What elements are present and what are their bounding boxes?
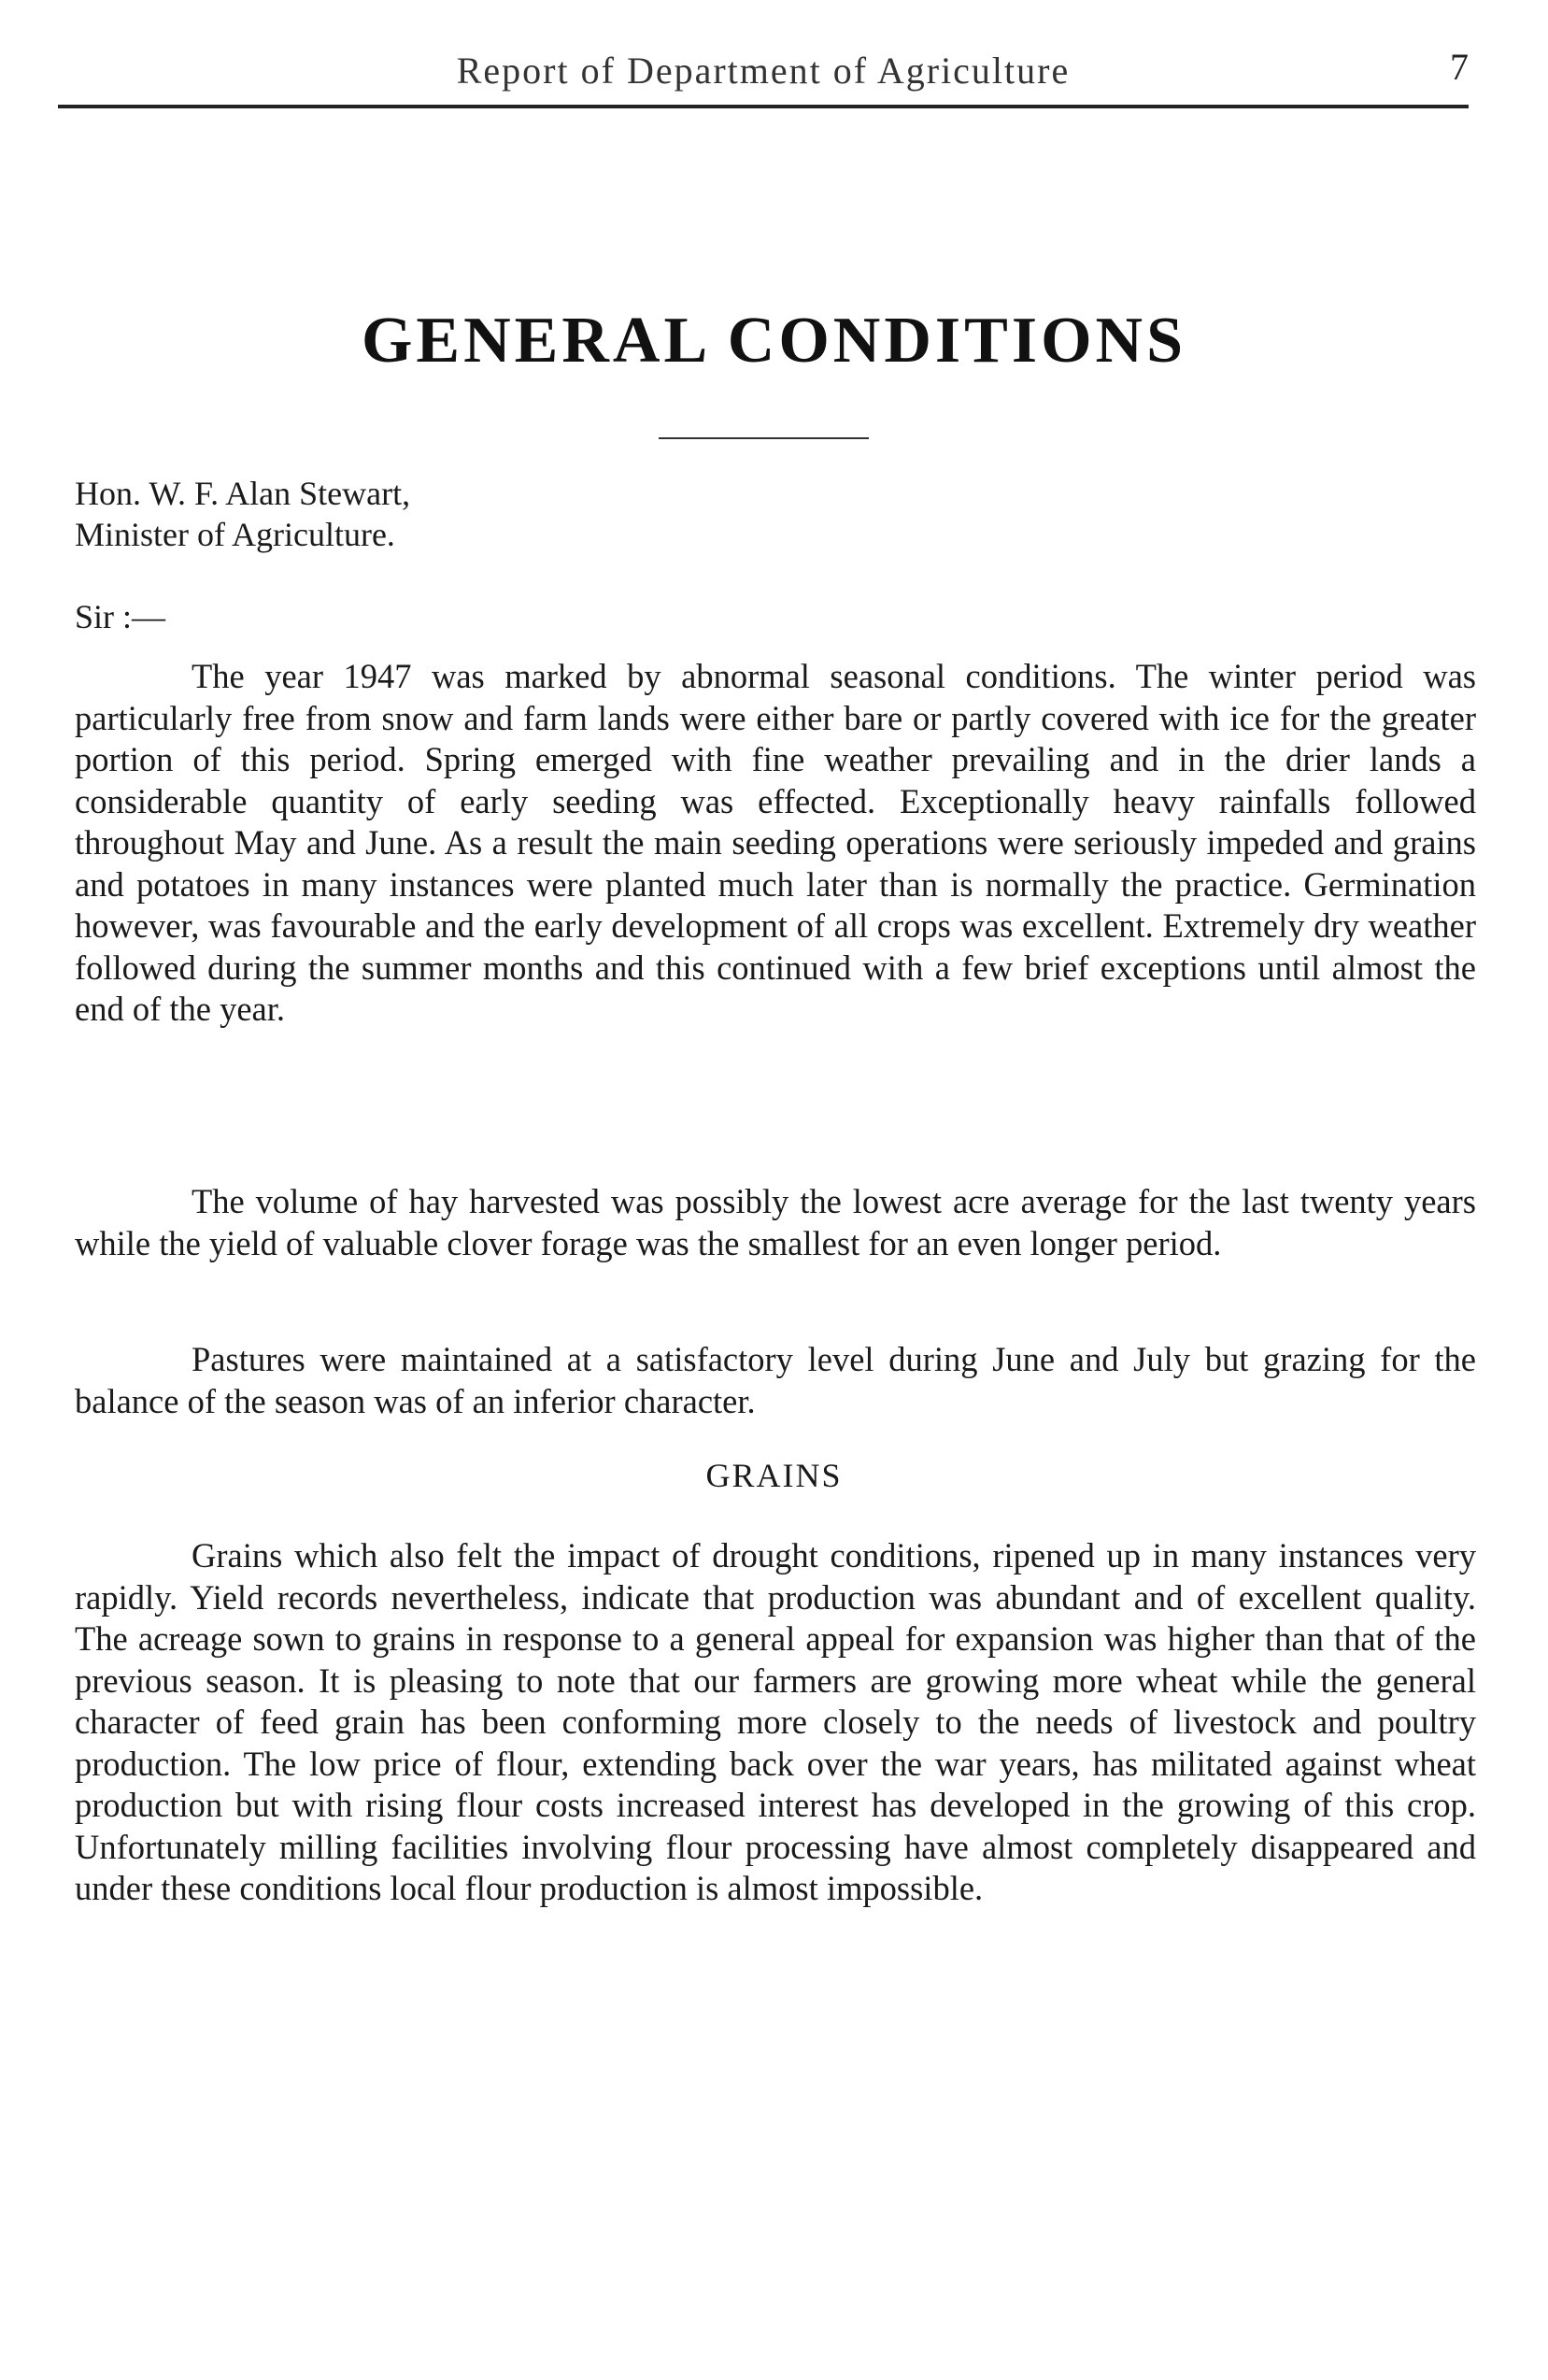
addressee-title: Minister of Agriculture.: [75, 516, 395, 553]
paragraph-grains: Grains which also felt the impact of drought conditions, ripened up in many instances very rapidly. Yield records nevertheless, indicate that production was abundant and of excellent quality. The acreage sown to grains in response to a general appeal for expansion was higher than that of the previous season. It is pleasing to note that our farmers are growing more wheat while the general character of feed grain has been conforming more closely to the needs of livestock and poultry production. The low price of flour, extending back over the war years, has militated against wheat production but with rising flour costs increased interest has developed in the growing of this crop. Unfortunately milling facilities involving flour processing have almost completely disappeared and under these conditions local flour production is almost impossible.: [75, 1536, 1476, 1907]
running-header: [58, 45, 1469, 101]
header-rule: [58, 105, 1469, 108]
paragraph-hay: The volume of hay harvested was possibly the lowest acre average for the last twenty years while the yield of valuable clover forage was the smallest for an even longer period.: [75, 1182, 1476, 1262]
paragraph-pastures: Pastures were maintained at a satisfactory level during June and July but grazing for the balance of the season was of an inferior character.: [75, 1340, 1476, 1420]
paragraph-seasonal-conditions: The year 1947 was marked by abnormal seasonal conditions. The winter period was particularly free from snow and farm lands were either bare or partly covered with ice for the greater portion of this period. Spring emerged with fine weather prevailing and in the drier lands a considerable quantity of early seeding was effected. Exceptionally heavy rainfalls followed throughout May and June. As a result the main seeding operations were seriously impeded and grains and potatoes in many instances were planted much later than is normally the practice. Germination however, was favourable and the early development of all crops was excellent. Extremely dry weather followed during the summer months and this continued with a few brief exceptions until almost the end of the year.: [75, 657, 1476, 1028]
title-divider: [659, 437, 869, 439]
page-number: 7: [1450, 46, 1469, 88]
addressee-name: Hon. W. F. Alan Stewart,: [75, 475, 411, 512]
salutation: Sir :—: [75, 598, 166, 635]
addressee-block: [75, 473, 1476, 555]
page-title: GENERAL CONDITIONS: [361, 305, 1186, 377]
section-heading-grains: GRAINS: [705, 1457, 843, 1494]
running-title: Report of Department of Agriculture: [456, 50, 1071, 92]
